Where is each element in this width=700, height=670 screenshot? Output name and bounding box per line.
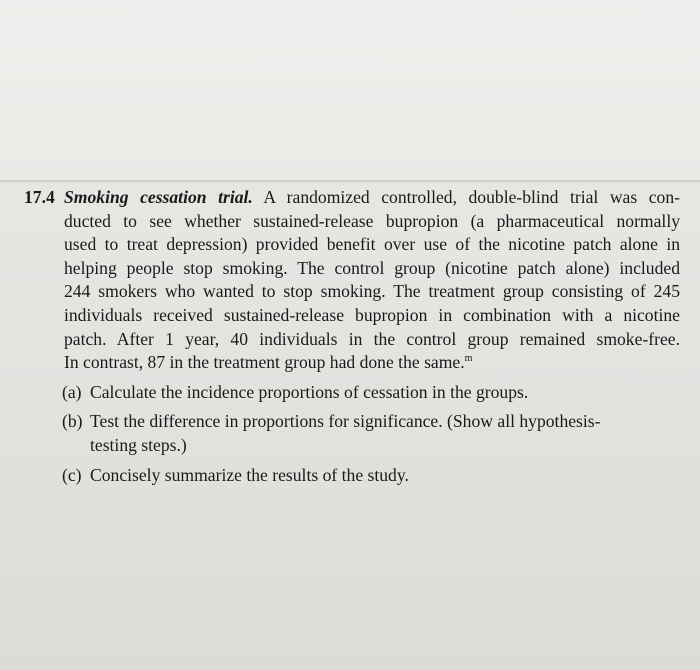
part-c-text: Concisely summarize the results of the study. xyxy=(90,464,409,485)
part-c-label: (c) xyxy=(62,464,82,485)
part-b xyxy=(62,410,680,457)
part-a xyxy=(62,381,680,405)
page-divider xyxy=(0,180,700,182)
problem-17-4 xyxy=(24,186,680,493)
statement-line-2: ducted to see whether sustained-release bupropion (a pharmaceutical normally xyxy=(64,210,680,231)
statement-line-6: individuals received sustained-release bupropion in combination with a nicotine xyxy=(64,304,680,325)
statement-line-8: In contrast, 87 in the treatment group had done the same.$^m$ xyxy=(64,352,473,373)
statement-line-7: patch. After 1 year, 40 individuals in the control group remained smoke-free. xyxy=(64,328,680,349)
problem-title: Smoking cessation trial. xyxy=(64,187,253,207)
footnote-mark: m xyxy=(464,353,473,365)
previous-page-blank xyxy=(0,0,700,180)
part-c xyxy=(62,464,680,488)
statement-line-4: helping people stop smoking. The control group (nicotine patch alone) included xyxy=(64,257,680,278)
part-a-label: (a) xyxy=(62,381,82,402)
problem-number: 17.4 xyxy=(24,187,55,207)
statement-line-5: 244 smokers who wanted to stop smoking. The treatment group consisting of 245 xyxy=(64,281,680,302)
statement-line-3: used to treat depression) provided benefit over use of the nicotine patch alone in xyxy=(64,234,680,255)
part-b-text: Test the difference in proportions for significance. (Show all hypothesis- testing steps.) xyxy=(90,411,601,455)
part-a-text: Calculate the incidence proportions of cessation in the groups. xyxy=(90,381,529,402)
statement-line-1: Smoking cessation trial. A randomized controlled, double-blind trial was con- xyxy=(64,187,680,207)
part-b-label: (b) xyxy=(62,411,83,432)
problem-statement xyxy=(64,186,680,375)
problem-parts xyxy=(62,381,680,487)
